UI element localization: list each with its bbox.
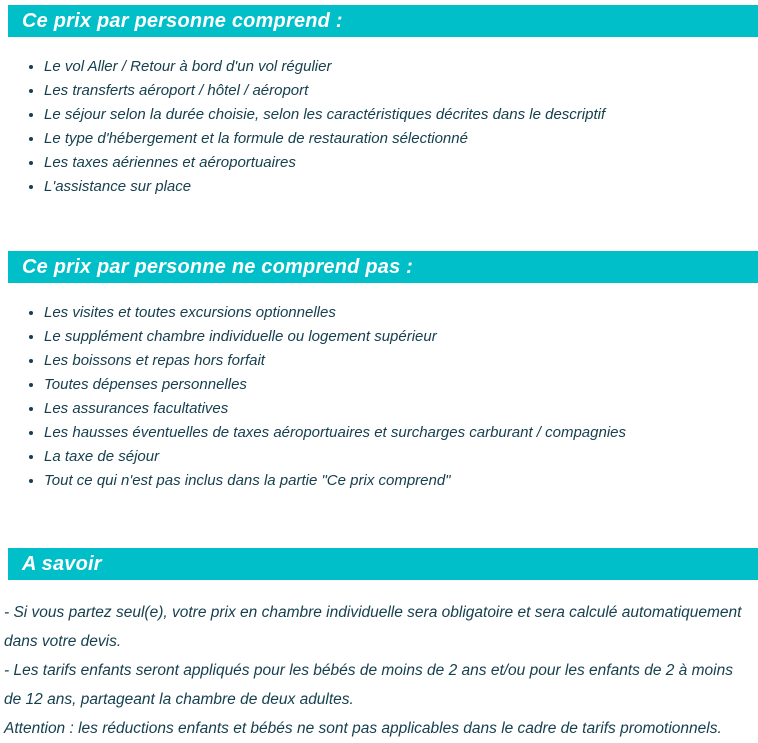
notes-banner <box>8 548 758 580</box>
notes-paragraph: Attention : les réductions enfants et bébés ne sont pas applicables dans le cadre de tarifs promotionnels. <box>4 720 722 737</box>
price-excluded-banner <box>8 251 758 283</box>
price-included-item: • Le vol Aller / Retour à bord d'un vol régulier <box>44 55 758 79</box>
price-excluded-item: • Les assurances facultatives <box>44 397 758 421</box>
price-included-item: • Les transferts aéroport / hôtel / aéroport <box>44 79 758 103</box>
price-excluded-item: • Les visites et toutes excursions optionnelles <box>44 301 758 325</box>
notes-paragraph: - Si vous partez seul(e), votre prix en chambre individuelle sera obligatoire et sera calculé automatiquement dans votre devis. <box>4 604 742 650</box>
price-excluded-title: Ce prix par personne ne comprend pas : <box>22 255 414 278</box>
section-price-excluded <box>0 251 758 493</box>
section-notes <box>0 548 758 743</box>
price-included-item: • Le type d'hébergement et la formule de restauration sélectionné <box>44 127 758 151</box>
notes-title: A savoir <box>22 552 102 575</box>
price-included-item: • Les taxes aériennes et aéroportuaires <box>44 151 758 175</box>
price-included-list <box>0 55 758 199</box>
notes-paragraph: - Les tarifs enfants seront appliqués pour les bébés de moins de 2 ans et/ou pour les enfants de 2 à moins de 12 ans, partageant la chambre de deux adultes. <box>4 662 733 708</box>
price-excluded-item: • Toutes dépenses personnelles <box>44 373 758 397</box>
price-included-title: Ce prix par personne comprend : <box>22 9 343 32</box>
section-price-included <box>0 5 758 199</box>
price-excluded-item: • Le supplément chambre individuelle ou logement supérieur <box>44 325 758 349</box>
price-excluded-item: • Tout ce qui n'est pas inclus dans la partie "Ce prix comprend" <box>44 469 758 493</box>
price-included-banner <box>8 5 758 37</box>
price-excluded-list <box>0 301 758 493</box>
price-included-item: • Le séjour selon la durée choisie, selon les caractéristiques décrites dans le descriptif <box>44 103 758 127</box>
notes-paragraphs <box>0 598 758 743</box>
price-included-item: • L'assistance sur place <box>44 175 758 199</box>
price-excluded-item: • Les boissons et repas hors forfait <box>44 349 758 373</box>
price-excluded-item: • La taxe de séjour <box>44 445 758 469</box>
price-excluded-item: • Les hausses éventuelles de taxes aéroportuaires et surcharges carburant / compagnies <box>44 421 758 445</box>
